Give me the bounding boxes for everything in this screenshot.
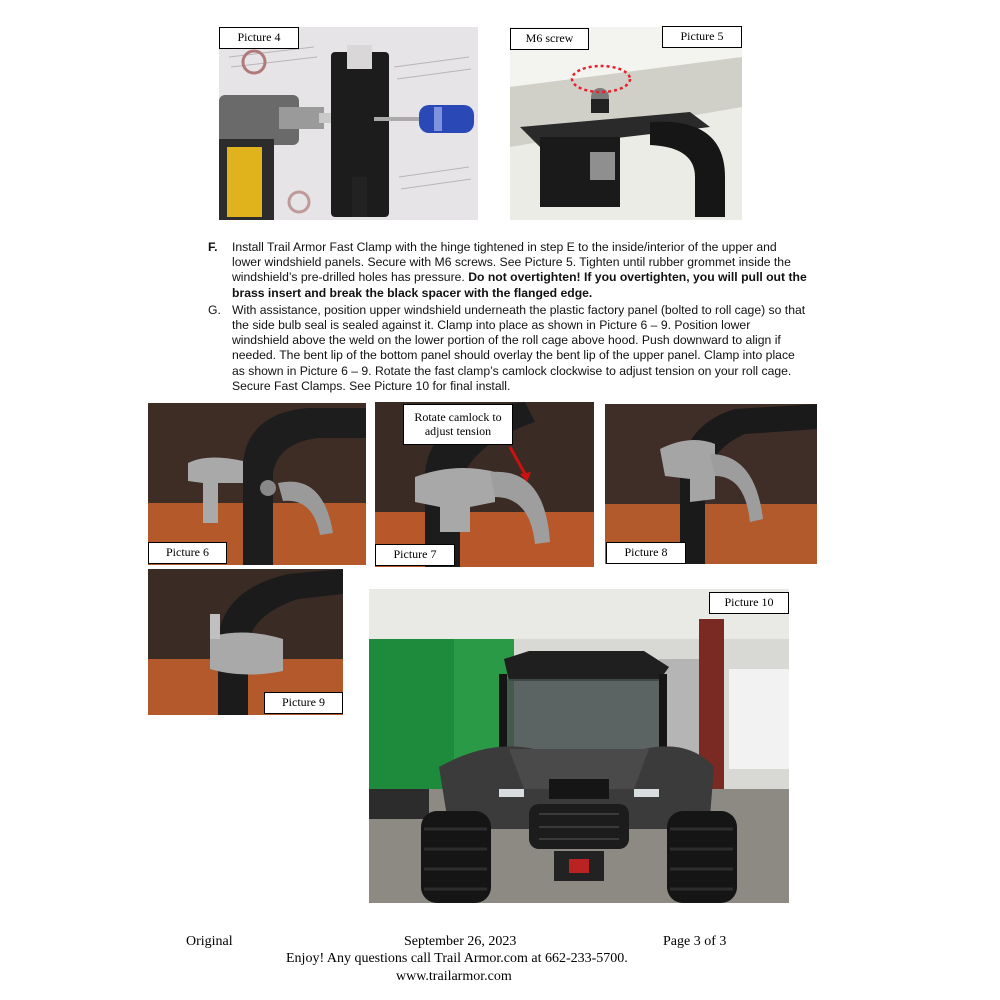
instruction-steps — [208, 240, 808, 394]
footer-page-number: Page 3 of 3 — [663, 934, 727, 949]
footer-date: September 26, 2023 — [404, 934, 517, 949]
picture-8-photo — [605, 404, 817, 564]
footer-version: Original — [186, 934, 233, 949]
picture-4-label: Picture 4 — [219, 27, 299, 49]
step-g — [208, 303, 808, 394]
picture-8-label: Picture 8 — [606, 542, 686, 564]
step-f — [208, 240, 808, 301]
picture-6-photo — [148, 403, 366, 565]
picture-4-image — [219, 27, 478, 220]
picture-5-label: Picture 5 — [662, 26, 742, 48]
step-f-text — [232, 240, 808, 301]
step-f-warning: Do not overtighten! If you overtighten, you will pull out the brass insert and break the black spacer with the flanged edge. — [232, 270, 807, 300]
picture-6-image — [148, 403, 366, 565]
picture-4-photo — [219, 27, 478, 220]
footer-contact: Enjoy! Any questions call Trail Armor.com at 662-233-5700. — [286, 951, 628, 966]
footer-website: www.trailarmor.com — [396, 969, 512, 984]
picture-10-image — [369, 589, 789, 903]
picture-7-label: Picture 7 — [375, 544, 455, 566]
picture-9-label: Picture 9 — [264, 692, 343, 714]
picture-5-image — [510, 27, 742, 220]
step-f-plain: Install Trail Armor Fast Clamp with the hinge tightened in step E to the inside/interior of the upper and lower windshield panels. Secure with M6 screws. See Picture 5. Tighten until rubber grommet inside the windshield’s pre-drilled holes has pressure. — [232, 240, 791, 285]
step-g-letter: G. — [208, 302, 221, 317]
step-f-letter: F. — [208, 240, 218, 254]
step-g-text: With assistance, position upper windshield underneath the plastic factory panel (bolted to roll cage) so that the side bulb seal is sealed against it. Clamp into place as shown in Picture 6 – 9. Position lower windshield above the weld on the lower portion of the roll cage above hood. Push downward to align if needed. The bent lip of the bottom panel should overlay the bent lip of the upper panel. Clamp into place as shown in Picture 6 – 9. Rotate the fast clamp’s camlock clockwise to adjust tension on your roll cage. Secure Fast Clamps. See Picture 10 for final install. — [232, 302, 806, 393]
m6-screw-callout: M6 screw — [510, 28, 589, 50]
picture-10-label: Picture 10 — [709, 592, 789, 614]
picture-6-label: Picture 6 — [148, 542, 227, 564]
picture-8-image — [605, 404, 817, 564]
picture-5-photo — [510, 27, 742, 220]
camlock-callout: Rotate camlock to adjust tension — [403, 404, 513, 445]
picture-10-photo — [369, 589, 789, 903]
